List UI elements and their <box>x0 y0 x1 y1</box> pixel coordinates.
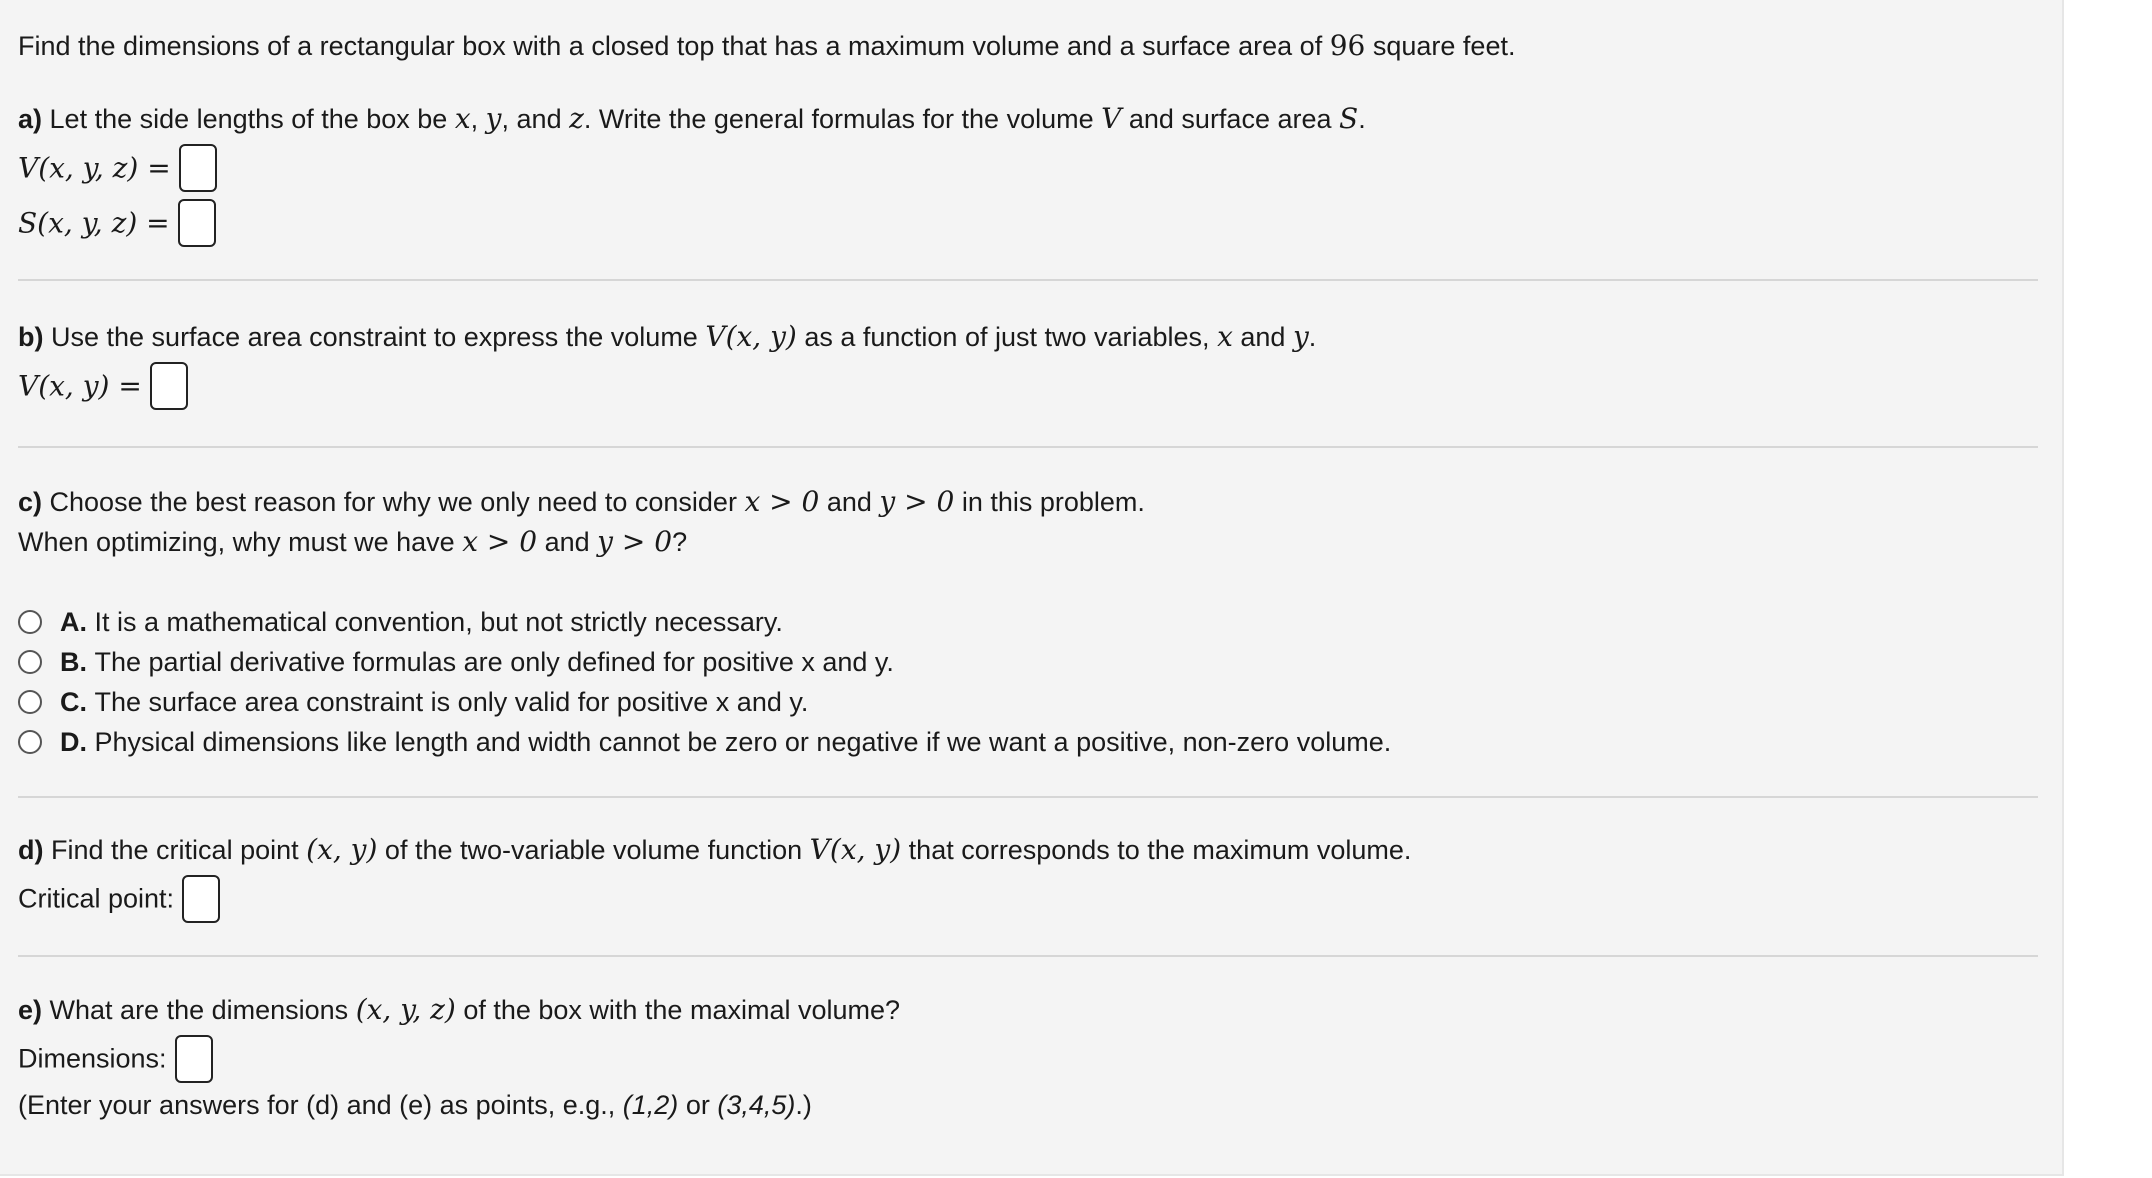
choice-d-letter: D. <box>60 727 87 757</box>
dimensions-input[interactable] <box>175 1035 213 1083</box>
and-word: and <box>826 487 872 517</box>
part-c-question <box>18 522 2037 562</box>
two-var-volume-row <box>18 357 2037 412</box>
choice-c-text: The surface area constraint is only valid for positive x and y. <box>94 687 809 717</box>
and-word: and <box>1240 322 1286 352</box>
dimensions-label: Dimensions: <box>18 1043 167 1074</box>
critical-point-notation: (x, y) <box>306 833 378 866</box>
part-e-label: e) <box>18 995 43 1025</box>
part-c-text2: in this problem. <box>961 487 1145 517</box>
part-a-period: . <box>1358 104 1366 134</box>
choice-a[interactable] <box>18 602 2037 642</box>
radio-button-c[interactable] <box>18 690 42 714</box>
problem-statement <box>18 0 2037 66</box>
radio-button-b[interactable] <box>18 650 42 674</box>
choice-c-letter: C. <box>60 687 87 717</box>
part-e-text: What are the dimensions <box>49 995 349 1025</box>
var-y: y <box>1292 320 1309 353</box>
var-S: S <box>1339 102 1359 135</box>
choice-c[interactable] <box>18 682 2037 722</box>
var-V: V <box>1101 102 1122 135</box>
var-x: x <box>1217 320 1233 353</box>
volume-function: V(x, y) <box>705 320 797 353</box>
part-e-text2: of the box with the maximal volume? <box>463 995 901 1025</box>
part-c-question-text: When optimizing, why must we have <box>18 527 455 557</box>
part-d-prompt <box>18 830 2037 870</box>
dimensions-row <box>18 1030 2037 1085</box>
part-b-period: . <box>1308 322 1317 352</box>
problem-intro-end: square feet. <box>1372 31 1516 61</box>
choice-b[interactable] <box>18 642 2037 682</box>
surface-formula-row <box>18 194 2037 249</box>
condition-x: x > 0 <box>744 485 820 518</box>
part-b-label: b) <box>18 322 44 352</box>
part-a-label: a) <box>18 104 43 134</box>
radio-button-d[interactable] <box>18 730 42 754</box>
note-text: (Enter your answers for (d) and (e) as points, e.g., <box>18 1090 616 1120</box>
and-word: and <box>516 104 562 134</box>
part-e-prompt <box>18 990 2037 1030</box>
critical-point-label: Critical point: <box>18 883 175 914</box>
part-b-text: Use the surface area constraint to express the volume <box>51 322 698 352</box>
var-x: x <box>454 102 471 135</box>
critical-point-input[interactable] <box>182 875 220 923</box>
part-c-text: Choose the best reason for why we only need to consider <box>49 487 737 517</box>
condition-y: y > 0 <box>879 485 955 518</box>
volume-lhs: V(x, y, z) = <box>18 151 171 185</box>
choice-d-text: Physical dimensions like length and width cannot be zero or negative if we want a positive, non-zero volume. <box>94 727 1392 757</box>
example-point-2d: (1,2) <box>622 1090 679 1120</box>
radio-button-a[interactable] <box>18 610 42 634</box>
var-z: z <box>569 102 584 135</box>
part-a-text3: and surface area <box>1128 104 1332 134</box>
part-c-prompt <box>18 482 2037 522</box>
example-point-3d: (3,4,5) <box>717 1090 796 1120</box>
part-b-prompt <box>18 317 2037 357</box>
part-d-text2: of the two-variable volume function <box>384 835 803 865</box>
condition-x: x > 0 <box>462 525 538 558</box>
surface-lhs: S(x, y, z) = <box>18 206 170 240</box>
surface-area-value: 96 <box>1329 29 1366 62</box>
choice-b-text: The partial derivative formulas are only defined for positive x and y. <box>94 647 894 677</box>
part-a-text: Let the side lengths of the box be <box>49 104 448 134</box>
surface-formula-input[interactable] <box>178 199 216 247</box>
part-b-text2: as a function of just two variables, <box>804 322 1210 352</box>
question-mark: ? <box>672 527 688 557</box>
critical-point-row <box>18 870 2037 925</box>
choice-d[interactable] <box>18 722 2037 762</box>
volume-formula-row <box>18 139 2037 194</box>
part-c-label: c) <box>18 487 43 517</box>
or-word: or <box>685 1090 710 1120</box>
two-var-volume-input[interactable] <box>150 362 188 410</box>
dimensions-notation: (x, y, z) <box>355 993 456 1026</box>
problem-intro-text: Find the dimensions of a rectangular box with a closed top that has a maximum volume and a surface area of <box>18 31 1323 61</box>
volume-formula-input[interactable] <box>179 144 217 192</box>
choice-a-text: It is a mathematical convention, but not strictly necessary. <box>94 607 783 637</box>
part-d-text3: that corresponds to the maximum volume. <box>908 835 1412 865</box>
var-y: y <box>485 102 502 135</box>
part-a-prompt: a) Let the side lengths of the box be x, y, and z. Write the general formulas for the volume V and surface area S. <box>18 102 1366 135</box>
part-a-text2: . Write the general formulas for the volume <box>583 104 1094 134</box>
part-d-text: Find the critical point <box>51 835 299 865</box>
two-var-volume-lhs: V(x, y) = <box>18 369 142 403</box>
part-d-label: d) <box>18 835 44 865</box>
condition-y: y > 0 <box>597 525 673 558</box>
answer-format-note <box>18 1085 2037 1125</box>
choice-b-letter: B. <box>60 647 87 677</box>
and-word: and <box>544 527 590 557</box>
volume-function: V(x, y) <box>809 833 902 866</box>
note-end: .) <box>795 1090 812 1120</box>
choice-a-letter: A. <box>60 607 87 637</box>
